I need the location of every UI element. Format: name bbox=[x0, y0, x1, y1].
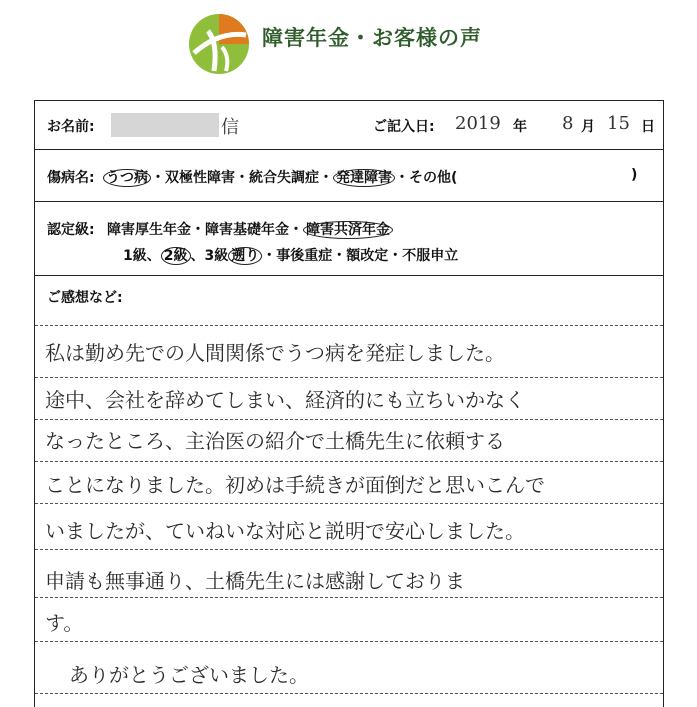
day-unit: 日 bbox=[641, 119, 655, 135]
comment-line: ことになりました。初めは手続きが面倒だと思いこんで bbox=[45, 473, 545, 497]
comment-line: ありがとうございました。 bbox=[69, 663, 309, 687]
comment-line: 申請も無事通り、土橋先生には感謝しておりま bbox=[45, 569, 465, 593]
comment-line: いましたが、ていねいな対応と説明で安心しました。 bbox=[45, 519, 525, 543]
name-row bbox=[35, 101, 663, 149]
year-unit: 年 bbox=[513, 119, 527, 135]
month-unit: 月 bbox=[581, 119, 595, 135]
feedback-form bbox=[34, 100, 664, 707]
header bbox=[0, 0, 697, 90]
retroactive-circled: 遡り bbox=[228, 247, 262, 265]
comments-label: ご感想など: bbox=[47, 290, 123, 306]
grade-levels: 1級、 2級 、3級 遡り ・事後重症・額改定・不服申立 bbox=[123, 248, 459, 264]
name-label: お名前: bbox=[47, 119, 95, 135]
grade-row bbox=[35, 201, 663, 275]
grade-2-circled: 2級 bbox=[161, 247, 191, 265]
comment-line: 私は勤め先での人間関係でうつ病を発症しました。 bbox=[45, 341, 505, 365]
date-label: ご記入日: bbox=[373, 119, 435, 135]
name-suffix: 信 bbox=[221, 117, 239, 138]
ruled-line bbox=[35, 419, 663, 420]
grade-label: 認定級: bbox=[47, 222, 95, 238]
ruled-line bbox=[35, 597, 663, 598]
comment-line: 途中、会社を辞めてしまい、経済的にも立ちいかなく bbox=[45, 388, 525, 412]
page-title: 障害年金・お客様の声 bbox=[262, 26, 482, 50]
date-day: 15 bbox=[607, 113, 630, 134]
ruled-line bbox=[35, 549, 663, 550]
ruled-line bbox=[35, 641, 663, 642]
disease-other-close: ) bbox=[631, 167, 638, 183]
comment-line: す。 bbox=[45, 611, 84, 635]
ruled-line bbox=[35, 377, 663, 378]
grade-mutual-aid-circled: 障害共済年金 bbox=[303, 221, 393, 239]
ruled-line bbox=[35, 503, 663, 504]
disease-label: 傷病名: bbox=[47, 170, 95, 186]
date-year: 2019 bbox=[455, 113, 501, 134]
date-month: 8 bbox=[562, 113, 574, 134]
logo-icon bbox=[188, 13, 250, 75]
disease-option-depression-circled: うつ病 bbox=[103, 169, 151, 187]
ruled-line bbox=[35, 461, 663, 462]
divider bbox=[35, 275, 663, 276]
disease-row bbox=[35, 149, 663, 201]
ruled-line bbox=[35, 325, 663, 326]
disease-options: うつ病 ・双極性障害・統合失調症・ 発達障害 ・その他( bbox=[103, 167, 457, 187]
ruled-line bbox=[35, 693, 663, 694]
disease-option-developmental-circled: 発達障害 bbox=[333, 169, 395, 187]
name-redaction bbox=[111, 113, 219, 137]
grade-pension-types: 障害厚生年金・障害基礎年金・ 障害共済年金 bbox=[107, 219, 393, 239]
comment-line: なったところ、主治医の紹介で土橋先生に依頼する bbox=[45, 429, 505, 453]
